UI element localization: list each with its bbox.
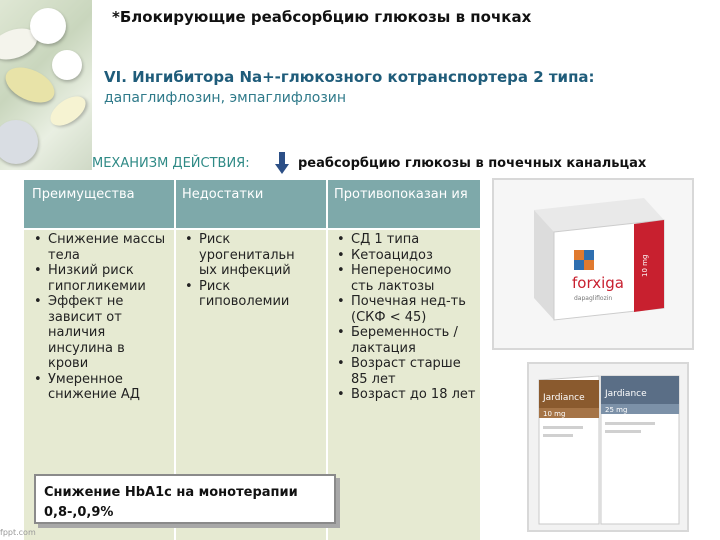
list-item: • СД 1 типа xyxy=(331,232,476,248)
disadvantages-list xyxy=(179,232,315,310)
forxiga-box-photo xyxy=(492,178,694,350)
jardiance-box-photo xyxy=(527,362,689,532)
jardiance-dose-left: 10 mg xyxy=(543,410,566,418)
forxiga-brand: forxiga xyxy=(572,274,624,292)
pills-photo xyxy=(0,0,92,170)
jardiance-brand-left: Jardiance xyxy=(543,393,585,403)
header-contraindications: Противопоказан ия xyxy=(334,187,468,202)
header-divider xyxy=(24,228,480,230)
watermark: fppt.com xyxy=(0,528,36,537)
list-item: • Риск урогенитальн ых инфекций xyxy=(179,232,315,279)
list-item: • Снижение массы тела xyxy=(28,232,168,263)
header-advantages: Преимущества xyxy=(32,187,135,202)
contraindications-list xyxy=(331,232,476,403)
slide-heading: VI. Ингибитора Na+-глюкозного котранспортера 2 типа: xyxy=(104,68,595,86)
forxiga-generic: dapagliflozin xyxy=(574,295,613,302)
header-disadvantages: Недостатки xyxy=(182,187,264,202)
list-item: • Почечная нед-ть (СКФ < 45) xyxy=(331,294,476,325)
hba1c-note: Снижение HbA1c на монотерапии 0,8-,0,9% xyxy=(34,474,336,524)
drug-list: дапаглифлозин, эмпаглифлозин xyxy=(104,90,347,106)
top-note: *Блокирующие реабсорбцию глюкозы в почках xyxy=(112,8,532,26)
list-item: • Непереносимо сть лактозы xyxy=(331,263,476,294)
mechanism-label: МЕХАНИЗМ ДЕЙСТВИЯ: xyxy=(92,156,250,171)
list-item: • Риск гиповолемии xyxy=(179,279,315,310)
list-item: • Возраст до 18 лет xyxy=(331,387,476,403)
forxiga-dose: 10 mg xyxy=(641,254,649,277)
mechanism-text: реабсорбцию глюкозы в почечных канальцах xyxy=(298,156,647,171)
list-item: • Кетоацидоз xyxy=(331,248,476,264)
down-arrow-icon xyxy=(275,152,289,174)
list-item: • Возраст старше 85 лет xyxy=(331,356,476,387)
advantages-list xyxy=(28,232,168,403)
jardiance-brand-right: Jardiance xyxy=(605,389,647,399)
list-item: • Беременность /лактация xyxy=(331,325,476,356)
list-item: • Низкий риск гипогликемии xyxy=(28,263,168,294)
jardiance-dose-right: 25 mg xyxy=(605,406,628,414)
list-item: • Эффект не зависит от наличия инсулина в крови xyxy=(28,294,168,372)
list-item: • Умеренное снижение АД xyxy=(28,372,168,403)
